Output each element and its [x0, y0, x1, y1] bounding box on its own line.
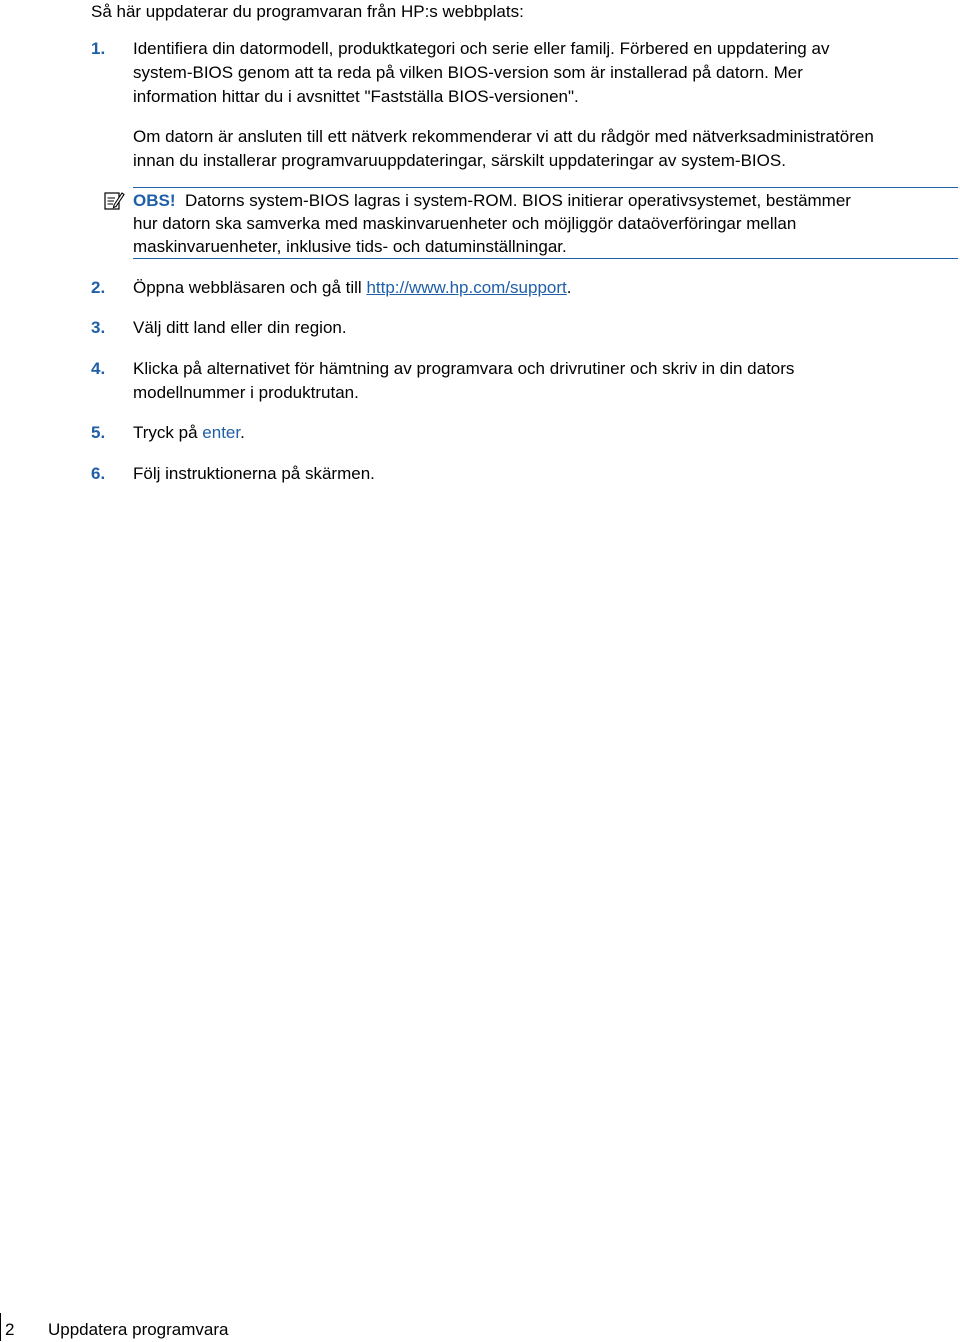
step-6-number: 6.: [91, 464, 106, 483]
step-4-number: 4.: [91, 359, 106, 378]
step-5-number: 5.: [91, 423, 106, 442]
step-5-text-before: Tryck på: [133, 423, 203, 442]
step-1-para2-line-1: Om datorn är ansluten till ett nätverk rekommenderar vi att du rådgör med nätverksadministratören: [133, 127, 874, 146]
note-line-1-text: Datorns system-BIOS lagras i system-ROM. BIOS initierar operativsystemet, bestämmer: [184, 191, 851, 210]
step-2-text-before: Öppna webbläsaren och gå till: [133, 278, 367, 297]
step-2-number: 2.: [91, 278, 106, 297]
step-3-number: 3.: [91, 318, 106, 337]
step-1-para2-line-2: innan du installerar programvaruuppdateringar, särskilt uppdateringar av system-BIOS.: [133, 151, 786, 170]
footer-page-number: 2: [5, 1320, 15, 1339]
step-6-text: Följ instruktionerna på skärmen.: [133, 464, 375, 483]
step-5-text: [133, 421, 245, 445]
enter-key-label: enter: [202, 423, 241, 442]
support-link[interactable]: http://www.hp.com/support: [366, 278, 567, 297]
note-top-rule: [133, 187, 958, 188]
note-pencil-icon: [103, 189, 125, 211]
note-label: OBS!: [133, 191, 176, 210]
note-bottom-rule: [133, 258, 958, 259]
footer-divider: [0, 1313, 1, 1341]
step-2-text-after: .: [566, 278, 572, 297]
note-line-1: [133, 189, 851, 213]
step-3-text: Välj ditt land eller din region.: [133, 318, 347, 337]
step-1-line-3: information hittar du i avsnittet "Fastställa BIOS-versionen".: [133, 87, 579, 106]
intro-text: Så här uppdaterar du programvaran från HP:s webbplats:: [91, 2, 524, 21]
step-4-line-1: Klicka på alternativet för hämtning av programvara och drivrutiner och skriv in din dators: [133, 359, 795, 378]
step-4-line-2: modellnummer i produktrutan.: [133, 383, 359, 402]
step-1-number: 1.: [91, 39, 106, 58]
step-5-text-after: .: [240, 423, 245, 442]
step-1-line-2: system-BIOS genom att ta reda på vilken BIOS-version som är installerad på datorn. Mer: [133, 63, 803, 82]
note-line-3: maskinvaruenheter, inklusive tids- och datuminställningar.: [133, 237, 567, 256]
step-2-text: [133, 276, 572, 300]
footer-section-title: Uppdatera programvara: [48, 1320, 229, 1339]
step-1-line-1: Identifiera din datormodell, produktkategori och serie eller familj. Förbered en uppdatering av: [133, 39, 830, 58]
note-line-2: hur datorn ska samverka med maskinvaruenheter och möjliggör dataöverföringar mellan: [133, 214, 797, 233]
